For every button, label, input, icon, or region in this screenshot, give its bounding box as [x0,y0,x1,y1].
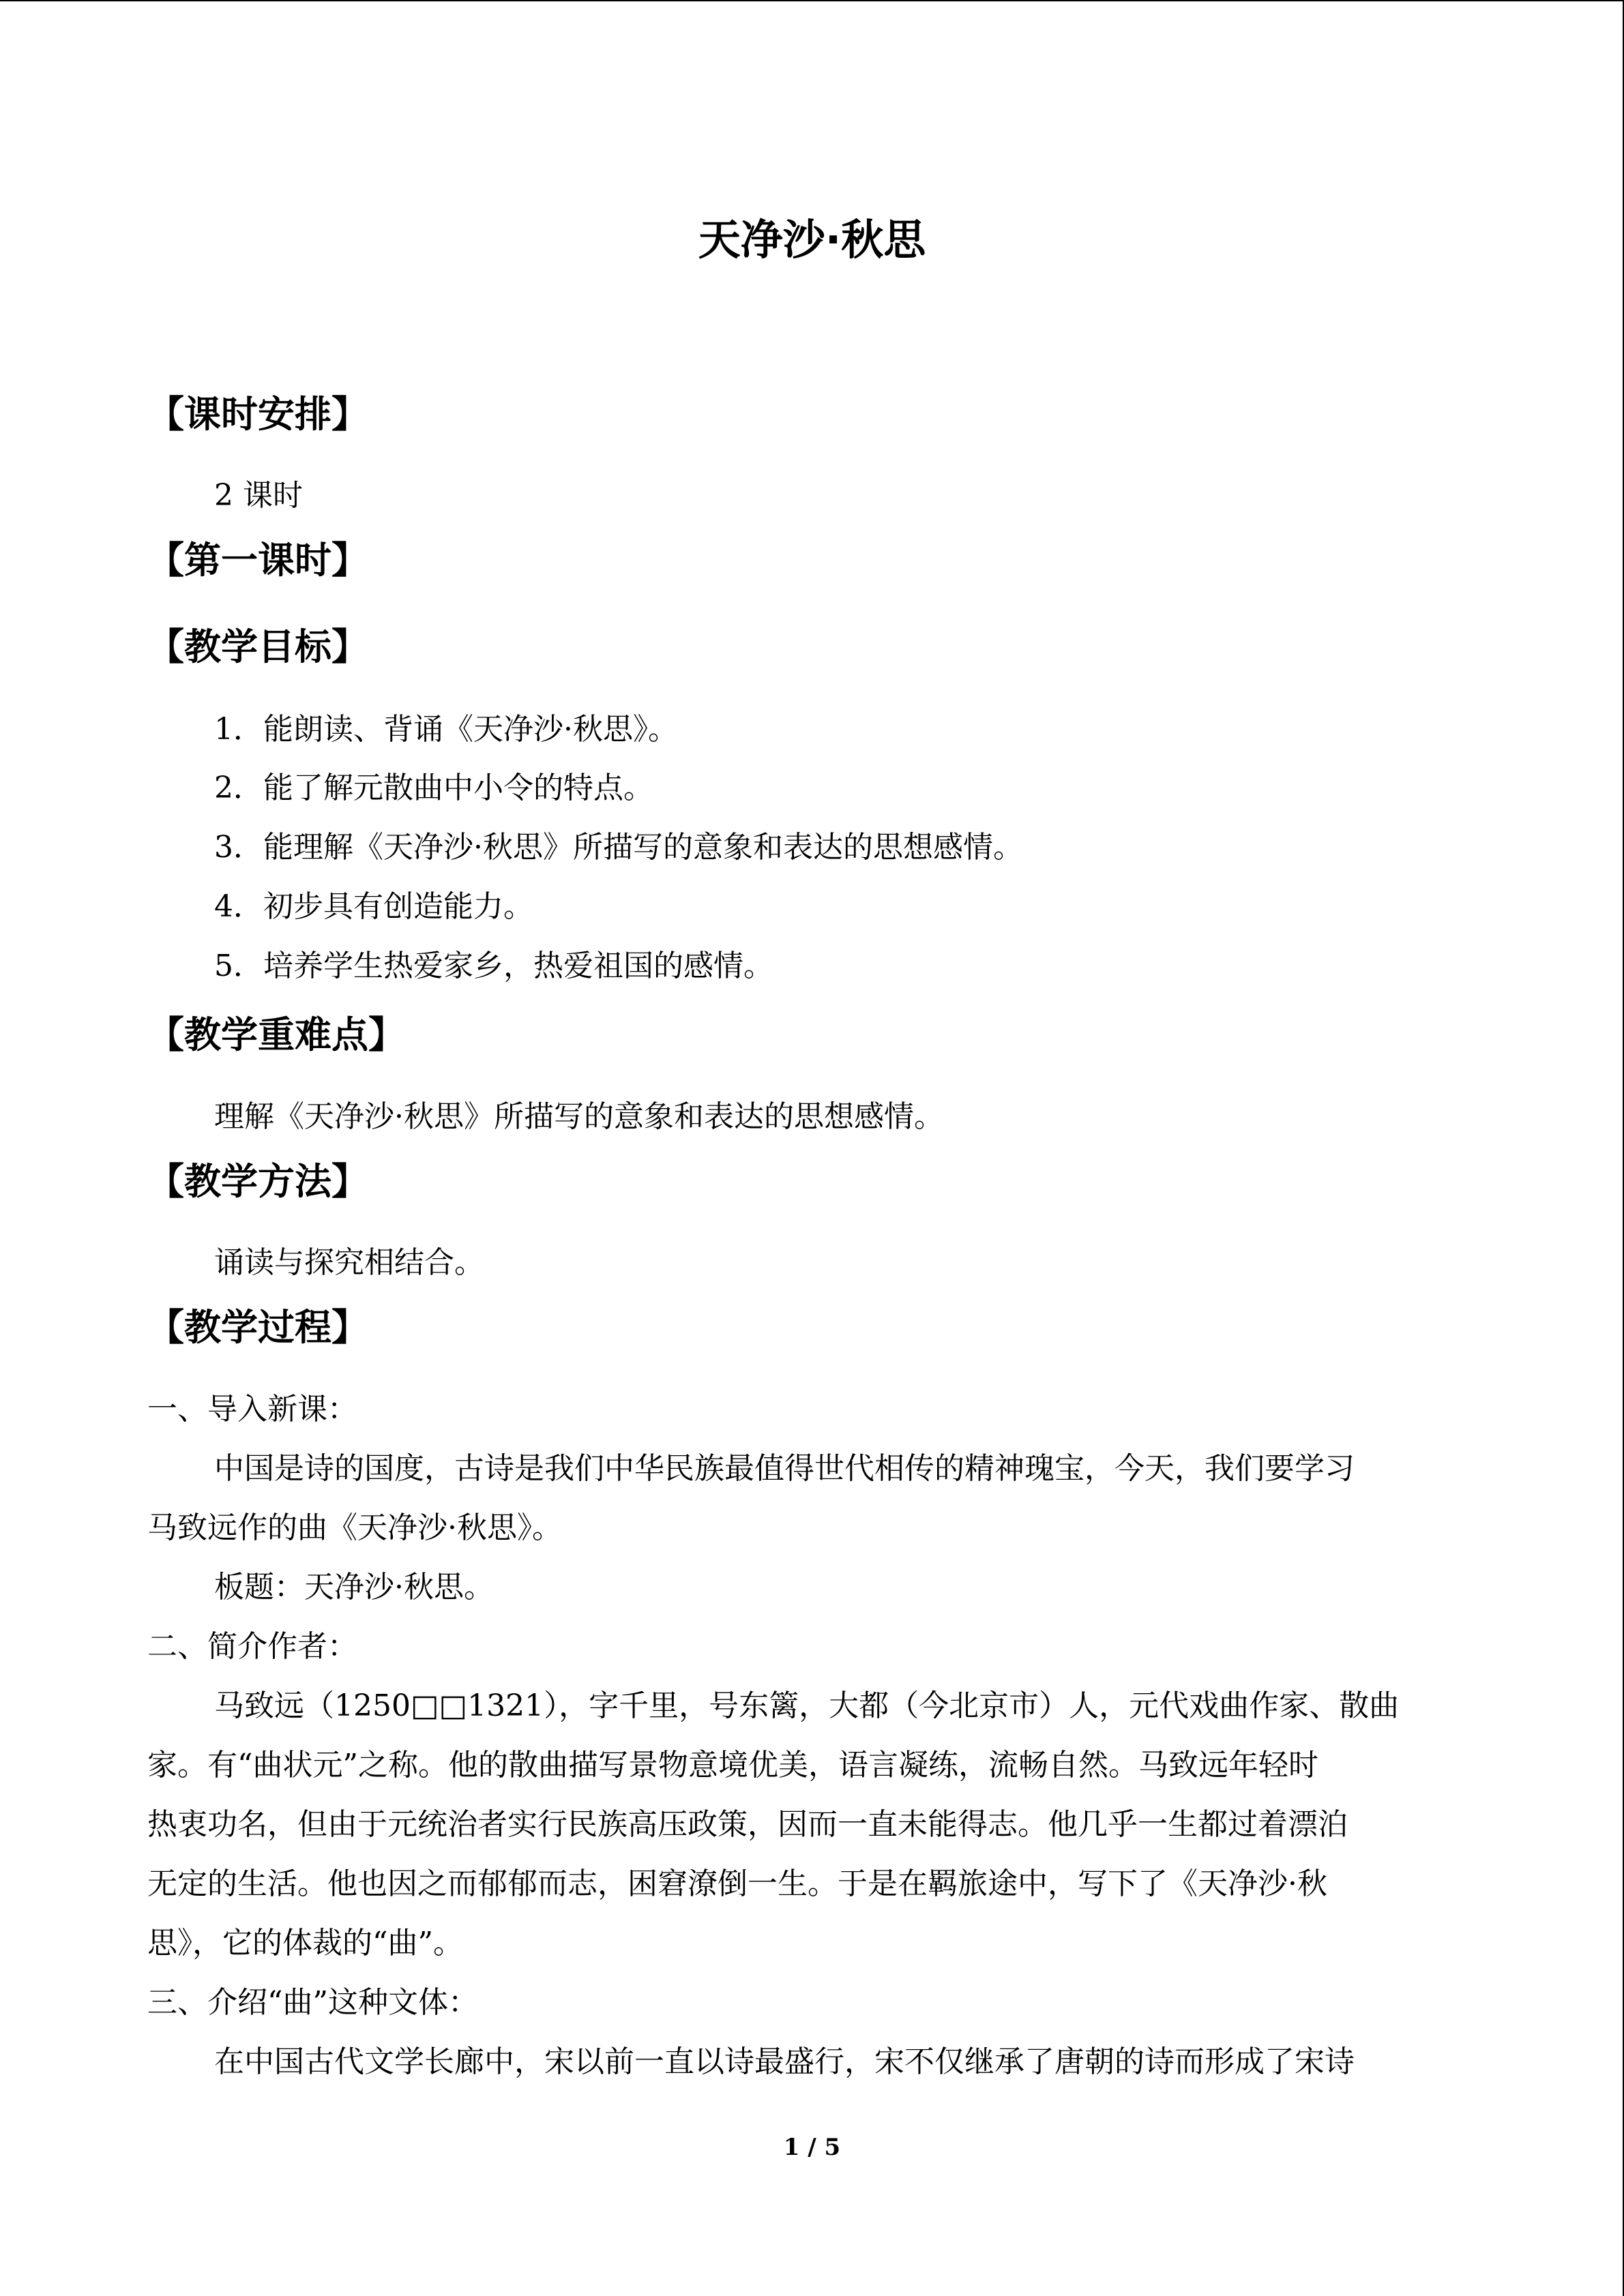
process-line-7: 家。有“曲状元”之称。他的散曲描写景物意境优美，语言凝练，流畅自然。马致远年轻时 [147,1748,1318,1783]
process-line-4: 板题：天净沙·秋思。 [214,1570,494,1605]
process-line-1: 一、导入新课： [147,1392,357,1427]
objective-item-3: 3．能理解《天净沙·秋思》所描写的意象和表达的思想感情。 [214,830,1023,865]
process-line-10: 思》，它的体裁的“曲”。 [147,1926,463,1960]
objective-item-4: 4．初步具有创造能力。 [214,889,533,924]
objective-item-1: 1．能朗读、背诵《天净沙·秋思》。 [214,712,678,747]
process-line-12: 在中国古代文学长廊中，宋以前一直以诗最盛行，宋不仅继承了唐朝的诗而形成了宋诗 [214,2044,1355,2079]
process-line-3: 马致远作的曲《天净沙·秋思》。 [147,1510,562,1545]
key-points-text: 理解《天净沙·秋思》所描写的意象和表达的思想感情。 [214,1099,944,1134]
heading-schedule: 【课时安排】 [147,393,368,436]
schedule-text: 2 课时 [214,478,303,513]
objective-item-5: 5．培养学生热爱家乡，热爱祖国的感情。 [214,949,773,983]
heading-key-points: 【教学重难点】 [147,1013,405,1056]
heading-method: 【教学方法】 [147,1160,368,1203]
heading-objectives: 【教学目标】 [147,625,368,668]
process-line-2: 中国是诗的国度，古诗是我们中华民族最值得世代相传的精神瑰宝，今天，我们要学习 [214,1451,1355,1486]
page-number: 1 / 5 [783,2134,841,2161]
process-line-8: 热衷功名，但由于元统治者实行民族高压政策，因而一直未能得志。他几乎一生都过着漂泊 [147,1807,1348,1842]
process-line-5: 二、简介作者： [147,1629,357,1664]
method-text: 诵读与探究相结合。 [214,1245,484,1280]
heading-first-period: 【第一课时】 [147,539,368,582]
heading-process: 【教学过程】 [147,1306,368,1349]
process-line-6: 马致远（1250□□1321），字千里，号东篱，大都（今北京市）人，元代戏曲作家、散曲 [214,1688,1400,1723]
process-line-9: 无定的生活。他也因之而郁郁而志，困窘潦倒一生。于是在羁旅途中，写下了《天净沙·秋 [147,1866,1327,1901]
objective-item-2: 2．能了解元散曲中小令的特点。 [214,771,653,805]
document-title: 天净沙·秋思 [698,215,926,265]
process-line-11: 三、介绍“曲”这种文体： [147,1985,478,2020]
